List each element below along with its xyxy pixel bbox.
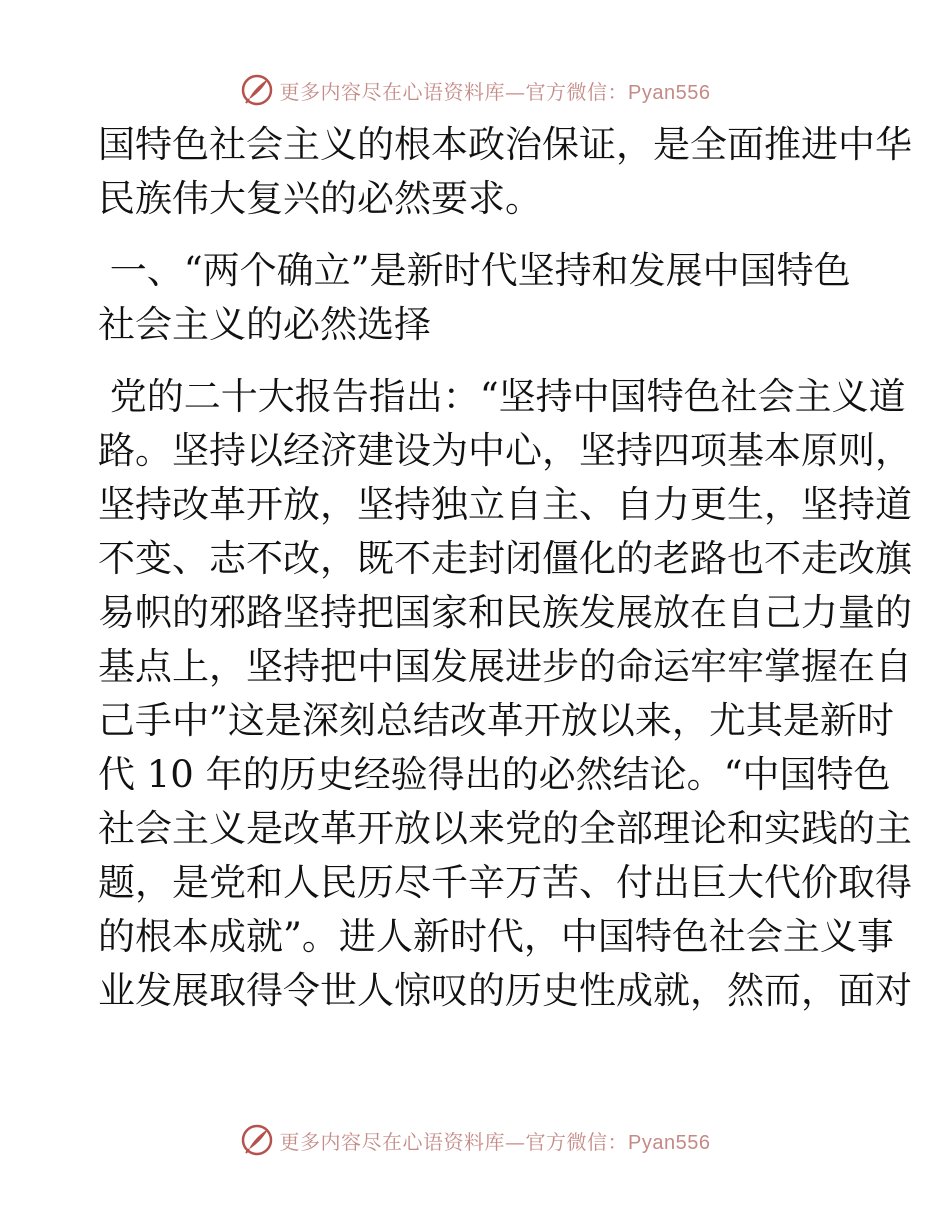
text-line: 社会主义的必然选择	[98, 303, 431, 346]
paragraph	[98, 370, 912, 1018]
text-line: 一、“两个确立”是新时代坚持和发展中国特色	[98, 249, 851, 292]
document-body	[98, 118, 912, 1018]
watermark-text: 更多内容尽在心语资料库—官方微信：Pyan556	[279, 79, 711, 104]
header-watermark	[0, 70, 950, 110]
text-line: 代 10 年的历史经验得出的必然结论。“中国特色	[98, 753, 891, 796]
watermark-text: 更多内容尽在心语资料库—官方微信：Pyan556	[279, 1129, 711, 1154]
text-line: 党的二十大报告指出：“坚持中国特色社会主义道	[98, 375, 906, 418]
quill-logo-icon	[240, 73, 274, 107]
paragraph	[98, 118, 912, 226]
text-line: 不变、志不改，既不走封闭僵化的老路也不走改旗	[98, 537, 912, 580]
text-line: 坚持改革开放，坚持独立自主、自力更生，坚持道	[98, 483, 912, 526]
text-line: 社会主义是改革开放以来党的全部理论和实践的主	[98, 807, 912, 850]
text-line: 题，是党和人民历尽千辛万苦、付出巨大代价取得	[98, 861, 912, 904]
text-line: 路。坚持以经济建设为中心，坚持四项基本原则，	[98, 429, 912, 472]
text-line: 国特色社会主义的根本政治保证，是全面推进中华	[98, 123, 912, 166]
text-line: 的根本成就”。进人新时代，中国特色社会主义事	[98, 915, 894, 958]
section-heading	[98, 244, 858, 352]
text-line: 民族伟大复兴的必然要求。	[98, 177, 542, 220]
quill-logo-icon	[240, 1123, 274, 1157]
text-line: 基点上，坚持把中国发展进步的命运牢牢掌握在自	[98, 645, 912, 688]
text-line: 己手中”这是深刻总结改革开放以来，尤其是新时	[98, 699, 894, 742]
text-line: 易帜的邪路坚持把国家和民族发展放在自己力量的	[98, 591, 912, 634]
text-line: 业发展取得令世人惊叹的历史性成就，然而，面对	[98, 969, 912, 1012]
footer-watermark	[0, 1120, 950, 1160]
